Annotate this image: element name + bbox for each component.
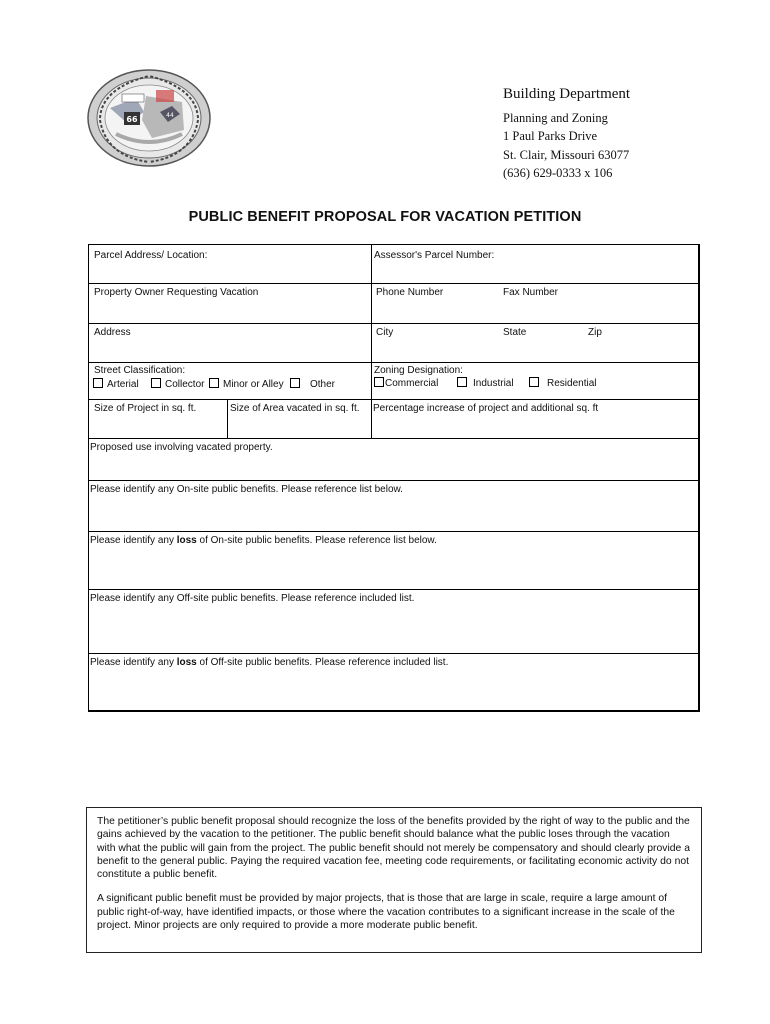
checkbox-icon [151,378,161,388]
industrial-checkbox[interactable]: Industrial [457,377,514,389]
form-title: PUBLIC BENEFIT PROPOSAL FOR VACATION PETITION [188,209,582,225]
checkbox-icon [457,377,467,387]
division-name: Planning and Zoning [503,111,608,125]
residential-checkbox[interactable]: Residential [529,377,596,389]
parcel-address-field[interactable]: Parcel Address/ Location: [94,250,208,261]
row-divider [89,438,698,439]
column-divider [371,245,372,438]
row-divider [89,283,698,284]
property-owner-field[interactable]: Property Owner Requesting Vacation [94,287,259,298]
checkbox-icon [93,378,103,388]
department-header [503,86,630,182]
collector-checkbox[interactable]: Collector [151,378,204,390]
checkbox-icon [290,378,300,388]
size-area-field[interactable]: Size of Area vacated in sq. ft. [230,403,360,414]
department-name: Building Department [503,86,631,102]
loss-offsite-benefits-field[interactable]: Please identify any loss of Off-site public benefits. Please reference included list. [90,657,449,668]
arterial-checkbox[interactable]: Arterial [93,378,139,390]
minor-alley-checkbox[interactable]: Minor or Alley [209,378,284,390]
percentage-increase-field[interactable]: Percentage increase of project and additional sq. ft [373,403,599,414]
row-divider [89,480,698,481]
route-66-shield: 66 [126,115,138,124]
other-checkbox[interactable]: Other [290,378,335,390]
fax-number-field[interactable]: Fax Number [503,287,559,298]
zoning-designation-label: Zoning Designation: [374,365,463,376]
assessor-parcel-field[interactable]: Assessor's Parcel Number: [374,250,495,261]
row-divider [89,362,698,363]
row-divider [89,399,698,400]
row-divider [89,653,698,654]
state-field[interactable]: State [503,327,527,338]
phone-number-field[interactable]: Phone Number [376,287,444,298]
zip-field[interactable]: Zip [588,327,602,338]
offsite-benefits-field[interactable]: Please identify any Off-site public benefits. Please reference included list. [90,593,415,604]
loss-onsite-benefits-field[interactable]: Please identify any loss of On-site public benefits. Please reference list below. [90,535,437,546]
city-field[interactable]: City [376,327,394,338]
checkbox-icon [209,378,219,388]
route-44-shield: 44 [166,112,174,119]
column-divider [227,399,228,438]
row-divider [89,323,698,324]
street-classification-label: Street Classification: [94,365,186,376]
city-state-zip: St. Clair, Missouri 63077 [503,148,630,162]
commercial-checkbox[interactable]: Commercial [374,377,438,389]
row-divider [89,589,698,590]
phone-number: (636) 629-0333 x 106 [503,166,613,180]
petition-form [88,244,700,712]
checkbox-icon [529,377,539,387]
size-project-field[interactable]: Size of Project in sq. ft. [94,403,197,414]
checkbox-icon [374,377,384,387]
row-divider [89,531,698,532]
proposed-use-field[interactable]: Proposed use involving vacated property. [90,442,273,453]
note-paragraph: The petitioner’s public benefit proposal should recognize the loss of the benefits provided by the right of way to the public and the gains achieved by the vacation to the petitioner. The public benefit should balance what the public loses through the vacation with what the public will gain from the project. The public benefit should not merely be compensatory and should clearly provide a benefit to the general public. Paying the required vacation fee, meeting code requirements, or facilitating economic activity do not constitute a public benefit. [97,816,690,881]
street-address: 1 Paul Parks Drive [503,129,598,143]
address-field[interactable]: Address [94,327,131,338]
city-seal-logo [86,68,212,168]
onsite-benefits-field[interactable]: Please identify any On-site public benefits. Please reference list below. [90,484,403,495]
public-benefit-note [86,807,702,953]
note-paragraph: A significant public benefit must be provided by major projects, that is those that are large in scale, require a large amount of public right-of-way, have identified impacts, or those where the vacation contributes to a significant increase in the scale of the project. Minor projects are only required to provide a more moderate public benefit. [97,893,675,932]
